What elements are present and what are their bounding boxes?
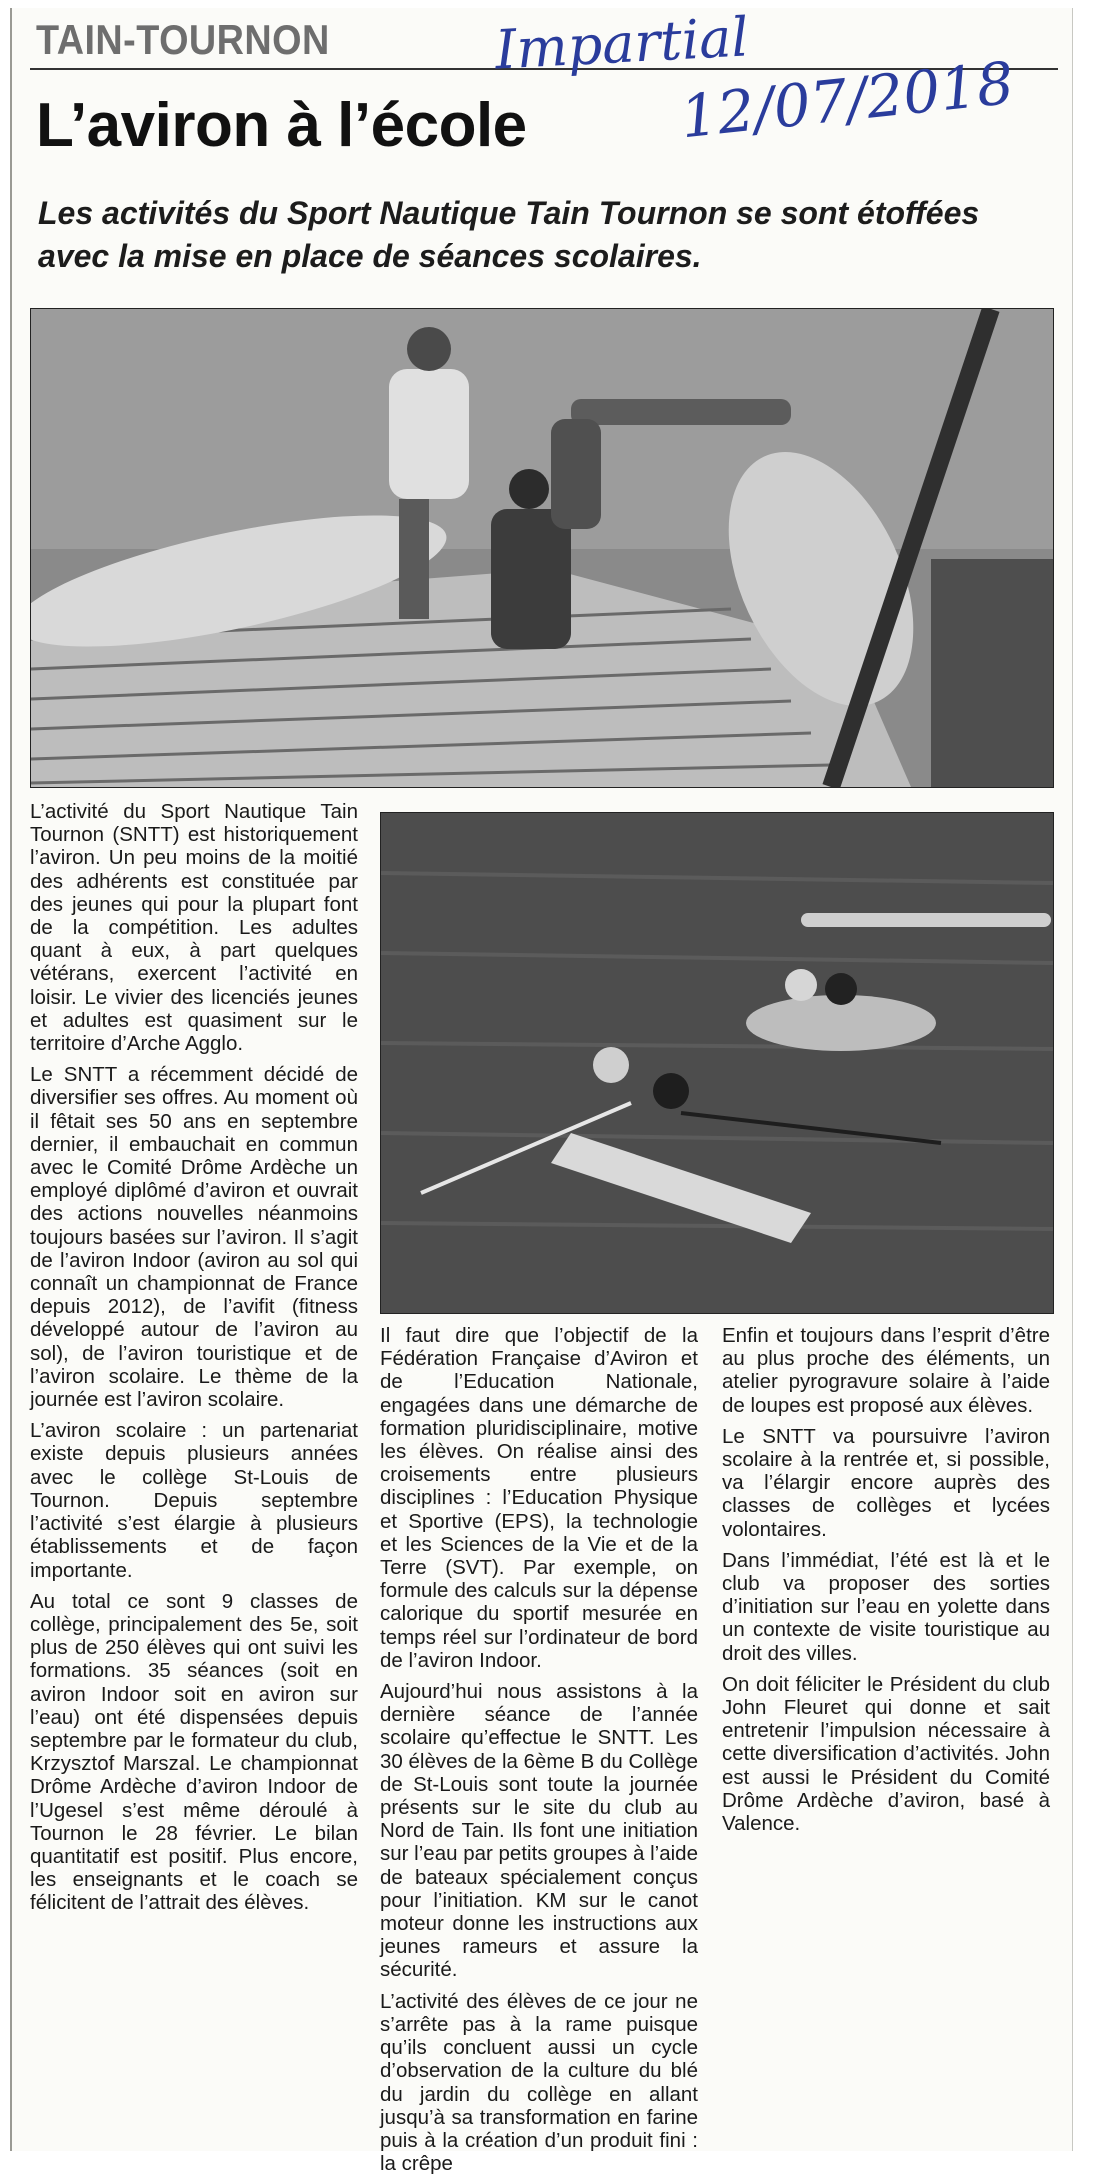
article-lead: Les activités du Sport Nautique Tain Tournon se sont étoffées avec la mise en place de séances scolaires. (38, 195, 980, 274)
paragraph: L’aviron scolaire : un partenariat existe depuis plusieurs années avec le collège St-Louis de Tournon. Depuis septembre l’activité s’est élargie à plusieurs établissements et de façon importante. (30, 1419, 358, 1582)
article-headline: L’aviron à l’école (36, 91, 527, 160)
paragraph: On doit féliciter le Président du club John Fleuret qui donne et sait entretenir l’impulsion nécessaire à cette diversification d’activités. John est aussi le Président du Comité Drôme Ardèche d’aviron, basé à Valence. (722, 1672, 1050, 1836)
paragraph: Le SNTT va poursuivre l’aviron scolaire à la rentrée et, si possible, va l’élargir encore auprès des classes de collèges et lycées volontaires. (722, 1424, 1050, 1541)
photo-rowing-on-river (380, 812, 1054, 1314)
handwritten-source-annotation: Impartial (493, 5, 751, 82)
paragraph: L’activité du Sport Nautique Tain Tournon (SNTT) est historiquement l’aviron. Un peu moins de la moitié des adhérents est constituée par des jeunes qui pour la plupart font de la compétition. Les adultes quant à eux, à part quelques vétérans, exercent l’activité en loisir. Le vivier des licenciés jeunes et adultes est quasiment sur le territoire d’Arche Agglo. (30, 800, 358, 1056)
article-column-2 (380, 1324, 698, 2183)
photo-dock-rowers (30, 308, 1054, 788)
section-label: TAIN-TOURNON (36, 16, 330, 63)
paragraph: Enfin et toujours dans l’esprit d’être au plus proche des éléments, un atelier pyrogravure solaire à l’aide de loupes est proposé aux élèves. (722, 1324, 1050, 1417)
article-column-3 (722, 1324, 1050, 1843)
paragraph: Dans l’immédiat, l’été est là et le club va proposer des sorties d’initiation sur l’eau en yolette dans un contexte de visite touristique au droit des villes. (722, 1548, 1050, 1665)
article-column-1 (30, 800, 358, 1923)
paragraph: Au total ce sont 9 classes de collège, principalement des 5e, soit plus de 250 élèves qui ont suivi les formations. 35 séances (soit en aviron Indoor soit en aviron sur l’eau) ont été dispensées depuis septembre par le formateur du club, Krzysztof Marszal. Le championnat Drôme Ardèche d’aviron Indoor de l’Ugesel s’est même déroulé à Tournon le 28 février. Le bilan quantitatif est positif. Plus encore, les enseignants et le coach se félicitent de l’attrait des élèves. (30, 1589, 358, 1915)
paragraph: Aujourd’hui nous assistons à la dernière séance de l’année scolaire qu’effectue le SNTT. Les 30 élèves de la 6ème B du Collège de St-Louis sont toute la journée présents sur le site du club au Nord de Tain. Ils font une initiation sur l’eau par petits groupes à l’aide de bateaux spécialement conçus pour l’initiation. KM sur le canot moteur donne les instructions aux jeunes rameurs et assure la sécurité. (380, 1680, 698, 1982)
paragraph: Le SNTT a récemment décidé de diversifier ses offres. Au moment où il fêtait ses 50 ans en septembre dernier, il embauchait en commun avec le Comité Drôme Ardèche un employé diplômé d’aviron et ouvrait des actions nouvelles néanmoins toujours basées sur l’aviron. Il s’agit de l’aviron Indoor (aviron au sol qui connaît un championnat de France depuis 2012), de l’avifit (fitness développé autour de l’aviron au sol), de l’aviron touristique et de l’aviron scolaire. Le thème de la journée est l’aviron scolaire. (30, 1063, 358, 1412)
paragraph: L’activité des élèves de ce jour ne s’arrête pas à la rame puisque qu’ils concluent aussi un cycle d’observation de la culture du blé du jardin du collège en allant jusqu’à sa transformation en farine puis à la création d’un produit fini : la crêpe (380, 1989, 698, 2176)
paragraph: Il faut dire que l’objectif de la Fédération Française d’Aviron et de l’Education Nationale, engagées dans une démarche de formation pluridisciplinaire, motive les élèves. On réalise ainsi des croisements entre plusieurs disciplines : l’Education Physique et Sportive (EPS), la technologie et les Sciences de la Vie et de la Terre (SVT). Par exemple, on formule des calculs sur la dépense calorique du sportif mesurée en temps réel sur l’ordinateur de bord de l’aviron Indoor. (380, 1324, 698, 1672)
handwritten-date-annotation: 12/07/2018 (677, 48, 1017, 152)
